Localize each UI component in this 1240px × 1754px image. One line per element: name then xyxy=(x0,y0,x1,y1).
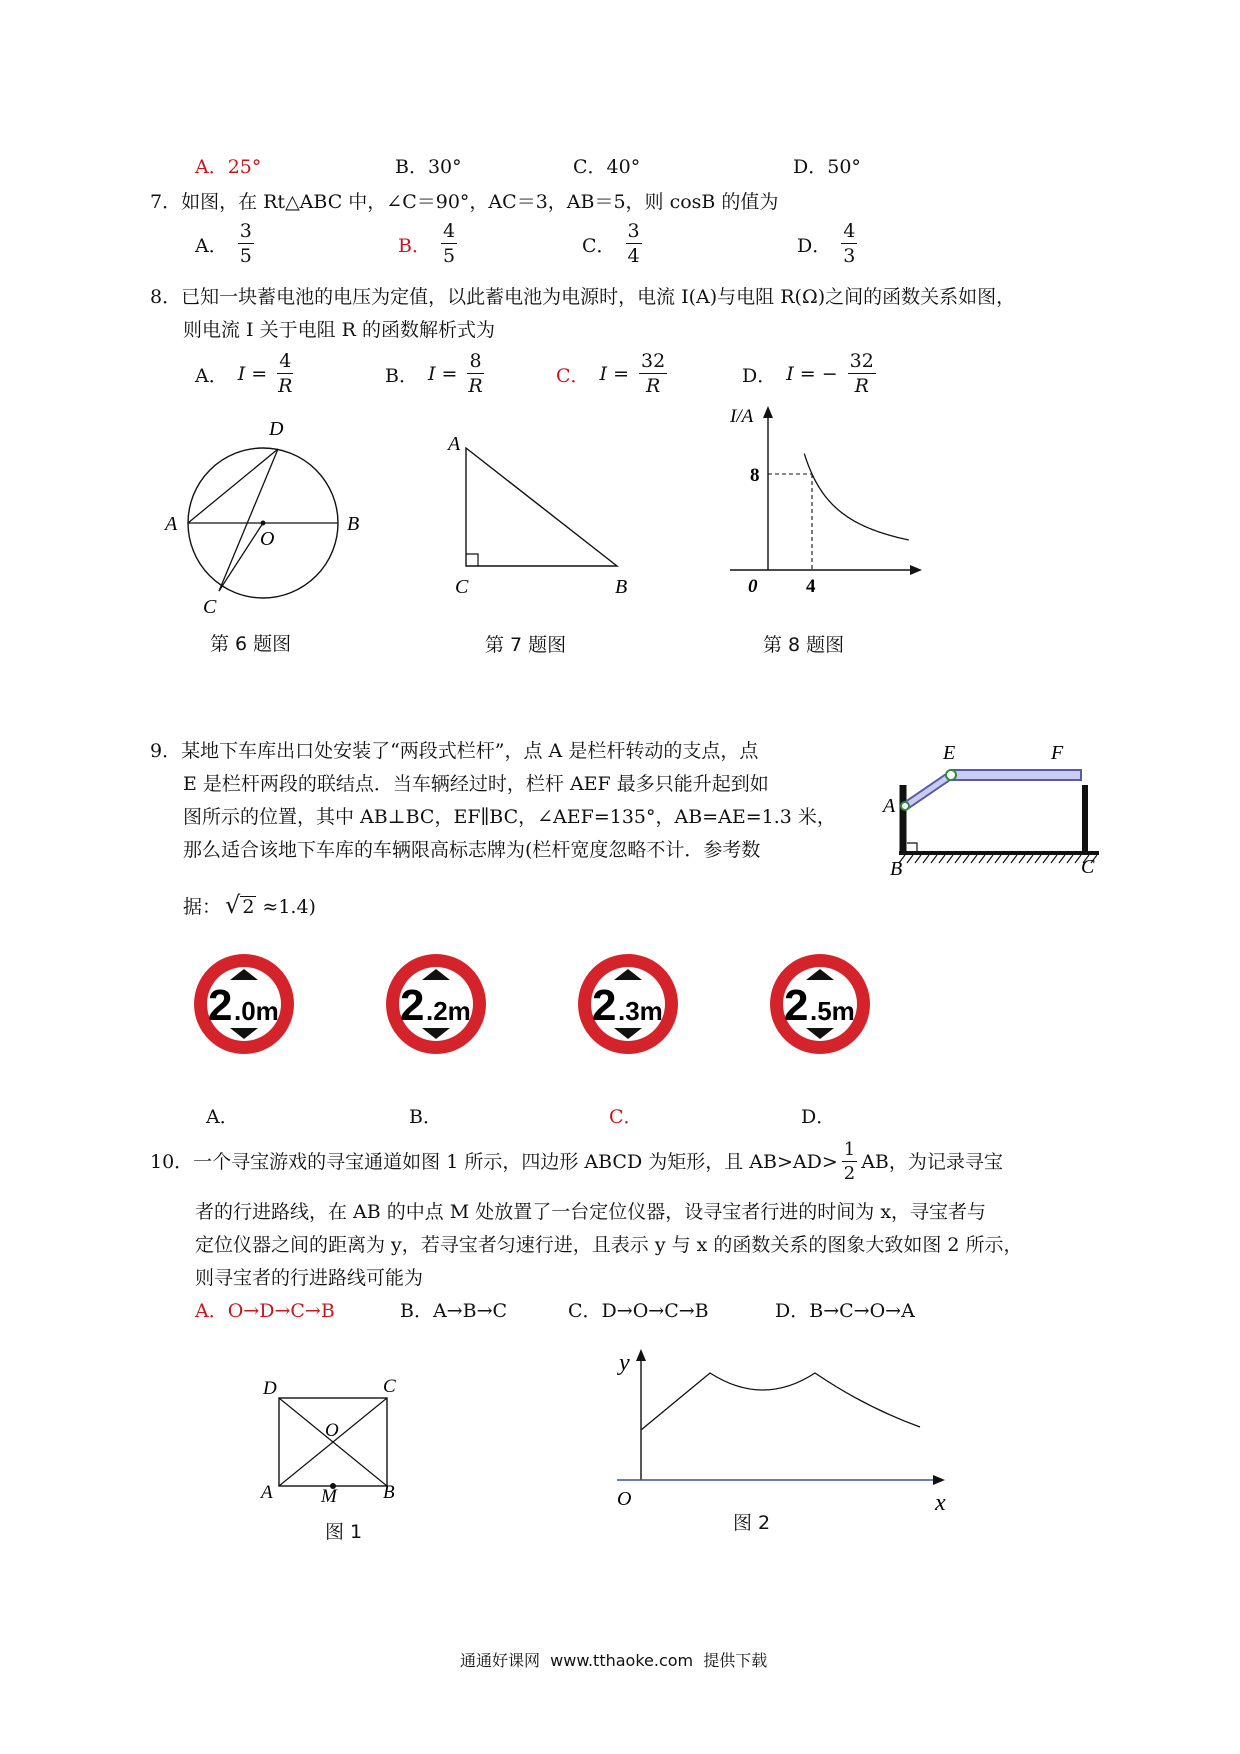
q10-option-c: C．D→O→C→B xyxy=(568,1300,709,1322)
q10-fig2 xyxy=(605,1345,955,1520)
q6-label-c: C xyxy=(203,596,217,618)
q7-right-angle-mark xyxy=(466,554,478,566)
q9-barrier-figure xyxy=(875,735,1107,885)
sqrt-icon: √ xyxy=(225,891,241,919)
q7-caption: 第 7 题图 xyxy=(485,634,567,656)
q9-joint-a xyxy=(901,802,909,810)
q7-triangle xyxy=(466,448,617,566)
q9-sign-label-a: A． xyxy=(206,1106,239,1128)
hatch-line xyxy=(979,855,985,863)
footer-text: 通通好课网 www.tthaoke.com 提供下载 xyxy=(460,1651,768,1670)
q9-line1: 9．某地下车库出口处安装了“两段式栏杆”，点 A 是栏杆转动的支点，点 xyxy=(150,740,759,762)
hatch-line xyxy=(1011,855,1017,863)
q7-option-b: B． $\frac{4}{5}$ xyxy=(398,220,456,267)
q6-option-a: A．25° xyxy=(195,156,262,178)
q8-option-d: D． I = − $\frac{32}{R}$ xyxy=(742,350,874,397)
q10-label-b: B xyxy=(383,1482,395,1503)
q9-line3: 图所示的位置，其中 AB⊥BC，EF∥BC，∠AEF=135°，AB=AE=1.3 米， xyxy=(183,806,836,828)
q10-option-a: A．O→D→C→B xyxy=(195,1300,335,1322)
q9-line2: E 是栏杆两段的联结点．当车辆经过时，栏杆 AEF 最多只能升起到如 xyxy=(183,773,769,795)
q8-option-b: B． I = $\frac{8}{R}$ xyxy=(385,350,483,397)
q7-stem: 7．如图，在 Rt△ABC 中，∠C＝90°，AC＝3，AB＝5，则 cosB 的值为 xyxy=(150,191,779,213)
q9-ref-line: 据： √ 2 ≈1.4) xyxy=(183,891,316,919)
sign-a-big: 2 xyxy=(208,981,233,1030)
q10-fig2-curve xyxy=(641,1373,920,1430)
q6-chord-ad xyxy=(188,449,278,523)
q7-option-d: D． $\frac{4}{3}$ xyxy=(797,220,856,267)
hatch-line xyxy=(1027,855,1033,863)
q8-option-a: A． I = $\frac{4}{R}$ xyxy=(195,350,293,397)
q8-stem-line2: 则电流 I 关于电阻 R 的函数解析式为 xyxy=(183,319,495,341)
hatch-line xyxy=(1051,855,1057,863)
hatch-line xyxy=(915,855,921,863)
sign-d-small: .5m xyxy=(810,996,855,1026)
q6-chord-dc xyxy=(219,449,278,591)
q7-option-c: C． $\frac{3}{4}$ xyxy=(582,220,640,267)
hatch-line xyxy=(963,855,969,863)
q9-sign-a xyxy=(190,950,300,1060)
sign-c-big: 2 xyxy=(592,981,617,1030)
q9-label-f: F xyxy=(1051,742,1064,764)
q6-label-d: D xyxy=(269,418,284,440)
q6-option-d: D．50° xyxy=(793,156,861,178)
q6-option-c: C．40° xyxy=(573,156,641,178)
hatch-line xyxy=(1003,855,1009,863)
q9-sign-d xyxy=(766,950,876,1060)
q10-fig2-origin: O xyxy=(617,1488,632,1510)
q6-label-o: O xyxy=(260,528,275,550)
q10-label-a: A xyxy=(261,1482,273,1503)
q9-label-e: E xyxy=(943,742,956,764)
q8-option-c: C． I = $\frac{32}{R}$ xyxy=(556,350,666,397)
q7-option-a: A． $\frac{3}{5}$ xyxy=(195,220,252,267)
hatch-line xyxy=(1019,855,1025,863)
hatch-line xyxy=(1035,855,1041,863)
q8-hyperbola xyxy=(804,454,909,540)
q8-x-tick: 4 xyxy=(806,576,816,597)
hatch-line xyxy=(939,855,945,863)
q10-label-d: D xyxy=(263,1378,277,1399)
hatch-line xyxy=(1059,855,1065,863)
q10-fig2-x-arrow xyxy=(933,1475,945,1485)
q10-label-o: O xyxy=(325,1420,339,1441)
q9-sign-label-b: B． xyxy=(409,1106,442,1128)
sign-b-small: .2m xyxy=(426,996,471,1026)
q7-figure xyxy=(440,428,640,608)
q9-bar-ae-inner xyxy=(907,775,951,805)
q10-option-b: B．A→B→C xyxy=(400,1300,508,1322)
q10-fig2-y-label: y xyxy=(619,1350,630,1376)
sign-a-small: .0m xyxy=(234,996,279,1026)
q6-radius-oc xyxy=(219,523,263,591)
q10-option-d: D．B→C→O→A xyxy=(775,1300,915,1322)
sign-c-small: .3m xyxy=(618,996,663,1026)
q10-fig2-x-label: x xyxy=(935,1490,946,1516)
q9-sign-label-d: D． xyxy=(801,1106,836,1128)
q10-fig2-caption: 图 2 xyxy=(733,1512,771,1534)
hatch-line xyxy=(955,855,961,863)
q8-stem-line1: 8．已知一块蓄电池的电压为定值，以此蓄电池为电源时，电流 I(A)与电阻 R(Ω)之间的函数关系如图， xyxy=(150,286,1016,308)
q9-line4: 那么适合该地下车库的车辆限高标志牌为(栏杆宽度忽略不计．参考数 xyxy=(183,839,761,861)
q6-caption: 第 6 题图 xyxy=(210,633,292,655)
q9-label-b: B xyxy=(890,858,903,880)
q6-figure xyxy=(155,415,360,618)
q7-label-c: C xyxy=(455,576,469,598)
q10-stem-line1: 10．一个寻宝游戏的寻宝通道如图 1 所示，四边形 ABCD 为矩形，且 AB>AD> $\frac{1}{2}$ AB，为记录寻宝 xyxy=(150,1139,1003,1184)
hatch-line xyxy=(931,855,937,863)
hatch-line xyxy=(907,855,913,863)
q9-joint-e xyxy=(946,770,956,780)
q9-label-c: C xyxy=(1081,856,1095,878)
q10-label-m: M xyxy=(321,1486,337,1507)
q8-x-arrow xyxy=(910,565,922,575)
q10-line3: 定位仪器之间的距离为 y，若寻宝者匀速行进，且表示 y 与 x 的函数关系的图象大致如图 2 所示， xyxy=(195,1234,1023,1256)
q9-ground-hatch xyxy=(899,855,1097,863)
q8-y-label: I/A xyxy=(730,406,754,427)
hatch-line xyxy=(971,855,977,863)
hatch-line xyxy=(1067,855,1073,863)
q6-label-a: A xyxy=(165,513,178,535)
q10-fig1-caption: 图 1 xyxy=(325,1521,363,1543)
q9-sign-c xyxy=(574,950,684,1060)
q9-sign-b xyxy=(382,950,492,1060)
q8-origin: 0 xyxy=(748,576,758,597)
q10-line2: 者的行进路线，在 AB 的中点 M 处放置了一台定位仪器，设寻宝者行进的时间为 x，寻宝者与 xyxy=(195,1201,987,1223)
hatch-line xyxy=(1043,855,1049,863)
hatch-line xyxy=(947,855,953,863)
q9-bar-ef xyxy=(951,770,1081,780)
q7-label-b: B xyxy=(615,576,628,598)
q9-sign-label-c: C． xyxy=(609,1106,643,1128)
q8-caption: 第 8 题图 xyxy=(763,634,845,656)
q10-line4: 则寻宝者的行进路线可能为 xyxy=(195,1267,424,1289)
q8-figure xyxy=(720,402,950,607)
hatch-line xyxy=(923,855,929,863)
q8-y-tick: 8 xyxy=(750,465,760,486)
q6-label-b: B xyxy=(347,513,360,535)
q10-fig2-y-arrow xyxy=(636,1349,646,1361)
hatch-line xyxy=(987,855,993,863)
q10-label-c: C xyxy=(383,1376,396,1397)
hatch-line xyxy=(995,855,1001,863)
q10-fig1 xyxy=(255,1370,415,1507)
sign-d-big: 2 xyxy=(784,981,809,1030)
q8-y-arrow xyxy=(763,406,773,418)
q9-label-a: A xyxy=(883,795,896,817)
q6-option-b: B．30° xyxy=(395,156,462,178)
sign-b-big: 2 xyxy=(400,981,425,1030)
q6-center-dot xyxy=(261,521,266,526)
q7-label-a: A xyxy=(448,433,461,455)
